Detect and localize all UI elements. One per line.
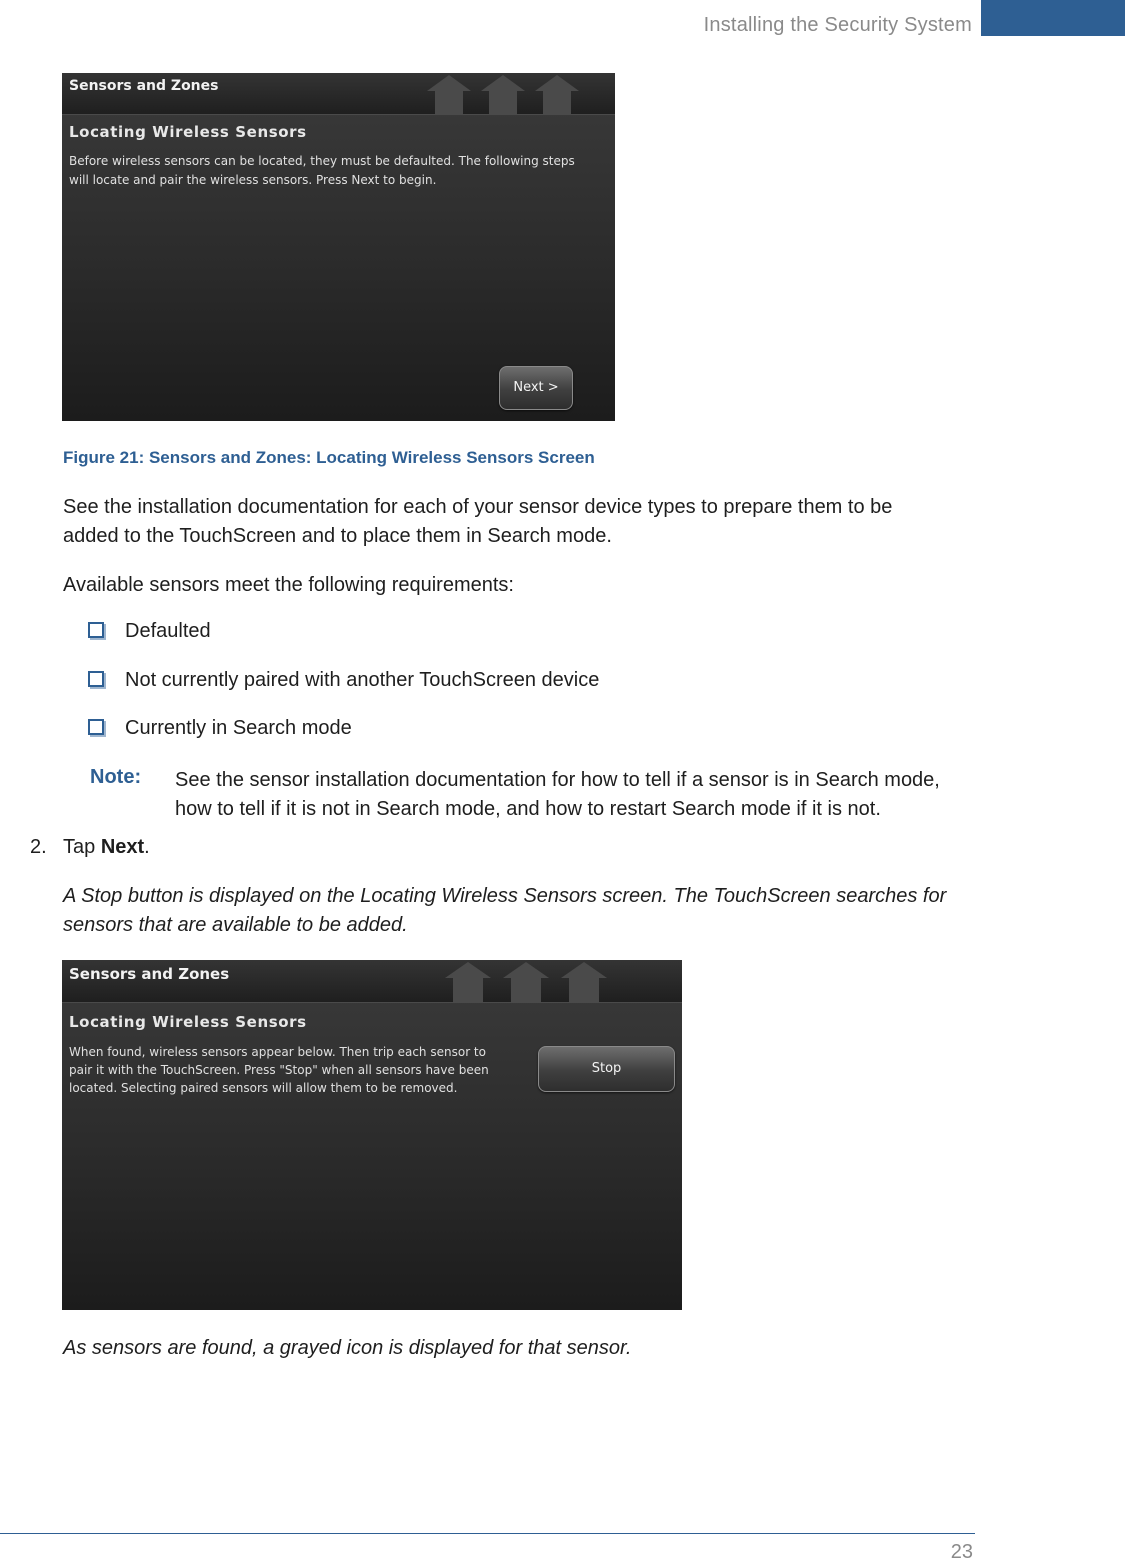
- screen-top-bar: [62, 73, 615, 115]
- step-result-line: sensors that are available to be added.: [63, 914, 408, 936]
- screen-instructions-line: pair it with the TouchScreen. Press "Stop" when all sensors have been: [69, 1063, 489, 1077]
- checkbox-bullet-icon: [88, 719, 104, 735]
- paragraph: [63, 493, 892, 551]
- requirement-item: [88, 620, 211, 643]
- stop-screen-screenshot: [62, 960, 682, 1310]
- requirement-text: Currently in Search mode: [125, 717, 352, 739]
- paragraph: Available sensors meet the following requirements:: [63, 574, 514, 596]
- step-result-line: A Stop button is displayed on the Locating Wireless Sensors screen. The TouchScreen searches for: [63, 885, 947, 907]
- screen-instructions-line: When found, wireless sensors appear below. Then trip each sensor to: [69, 1045, 486, 1059]
- requirement-text: Not currently paired with another TouchScreen device: [125, 669, 600, 691]
- screen-instructions: [69, 152, 575, 190]
- screen-top-bar: [62, 960, 682, 1003]
- screen-instructions-line: located. Selecting paired sensors will allow them to be removed.: [69, 1081, 458, 1095]
- step-result: [63, 882, 946, 940]
- screen-instructions: [69, 1043, 489, 1097]
- requirement-item: [88, 717, 352, 740]
- requirement-item: [88, 669, 600, 692]
- screen-heading: Locating Wireless Sensors: [69, 123, 307, 141]
- step-bold: Next: [100, 836, 145, 858]
- screen-top-bar-title: Sensors and Zones: [69, 78, 219, 94]
- screen-heading: Locating Wireless Sensors: [69, 1013, 307, 1031]
- screen-top-bar-title: Sensors and Zones: [69, 965, 230, 983]
- figure-caption: Figure 21: Sensors and Zones: Locating Wireless Sensors Screen: [63, 448, 595, 467]
- screen-instructions-line: will locate and pair the wireless sensors. Press Next to begin.: [69, 173, 437, 187]
- step-number: 2.: [30, 836, 47, 858]
- header-accent-tab: [981, 0, 1125, 36]
- page-number: 23: [950, 1541, 973, 1563]
- checkbox-bullet-icon: [88, 622, 104, 638]
- checkbox-bullet-icon: [88, 671, 104, 687]
- house-silhouette-icon: [445, 960, 645, 1002]
- note-label: Note:: [90, 766, 142, 788]
- step-prefix: Tap: [63, 836, 101, 858]
- screen-instructions-line: Before wireless sensors can be located, they must be defaulted. The following steps: [69, 154, 575, 168]
- note-line: how to tell if it is not in Search mode, and how to restart Search mode if it is not.: [175, 798, 881, 820]
- step-text: [63, 836, 150, 859]
- footer-rule: [0, 1533, 975, 1534]
- paragraph-line: added to the TouchScreen and to place them in Search mode.: [63, 525, 612, 547]
- closing-text: As sensors are found, a grayed icon is displayed for that sensor.: [63, 1337, 632, 1359]
- requirement-text: Defaulted: [125, 620, 211, 642]
- stop-button[interactable]: Stop: [538, 1046, 675, 1092]
- house-silhouette-icon: [427, 73, 615, 114]
- note-line: See the sensor installation documentation for how to tell if a sensor is in Search mode,: [175, 769, 940, 791]
- step-suffix: .: [144, 836, 150, 858]
- next-button[interactable]: Next >: [499, 366, 573, 410]
- figure-21-screenshot: [62, 73, 615, 421]
- note-text: [175, 766, 985, 824]
- header-title: Installing the Security System: [703, 14, 972, 36]
- paragraph-line: See the installation documentation for each of your sensor device types to prepare them to be: [63, 496, 893, 518]
